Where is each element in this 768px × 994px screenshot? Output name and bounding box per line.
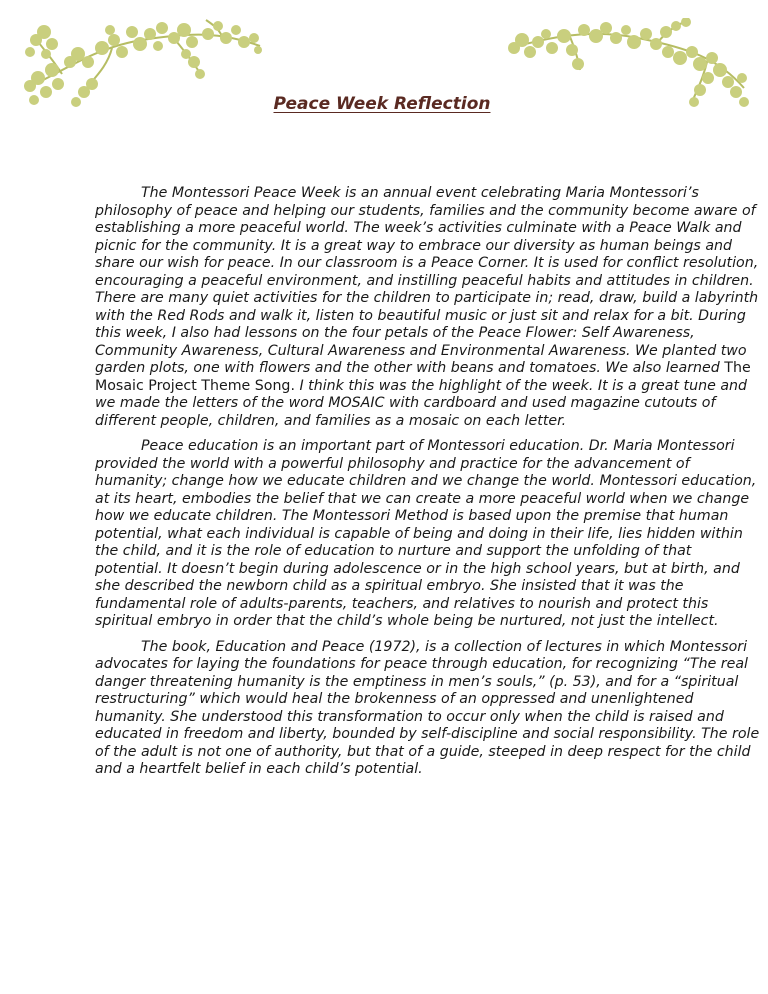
paragraph-peace-week bbox=[95, 185, 761, 430]
page-title-text: Peace Week Reflection bbox=[273, 94, 491, 114]
document-body bbox=[95, 185, 761, 818]
paragraph-peace-week-lead: The Montessori Peace Week is an annual event celebrating Maria Montessori’s philosophy of peace and helping our students, families and the community become aware of establishing a more peaceful world. The week’s activities culminate with a Peace Walk and picnic for the community. It is a great way to embrace our diversity as human beings and share our wish for peace. In our classroom is a Peace Corner. It is used for conflict resolution, encouraging a peaceful environment, and instilling peaceful habits and attitudes in children. There are many quiet activities for the children to participate in; read, draw, build a labyrinth with the Red Rods and walk it, listen to beautiful music or just sit and relax for a bit. During this week, I also had lessons on the four petals of the Peace Flower: Self Awareness, Community Awareness, Cultural Awareness and Environmental Awareness. We planted two garden plots, one with flowers and the other with beans and tomatoes. We also learned bbox=[95, 185, 759, 376]
paragraph-peace-education: Peace education is an important part of Montessori education. Dr. Maria Montessori provided the world with a powerful philosophy and practice for the advancement of humanity; change how we educate children and we change the world. Montessori education, at its heart, embodies the belief that we can create a more peaceful world when we change how we educate children. The Montessori Method is based upon the premise that human potential, what each individual is capable of being and doing in their life, lies hidden within the child, and it is the role of education to nurture and support the unfolding of that potential. It doesn’t begin during adolescence or in the high school years, but at birth, and she described the newborn child as a spiritual embryo. She insisted that it was the fundamental role of adults-parents, teachers, and relatives to nourish and protect this spiritual embryo in order that the child’s whole being be nurtured, not just the intellect. bbox=[95, 438, 757, 629]
mosaic-song-title: The Mosaic Project Theme Song. bbox=[95, 360, 751, 394]
paragraph-peace-week-tail: I think this was the highlight of the week. It is a great tune and we made the letters of the word MOSAIC with cardboard and used magazine cutouts of different people, children, and families as a mosaic on each letter. bbox=[95, 377, 748, 429]
paragraph-education-and-peace: The book, Education and Peace (1972), is a collection of lectures in which Montessori advocates for laying the foundations for peace through education, for recognizing “The real danger threatening humanity is the emptiness in men’s souls,” (p. 53), and for a “spiritual restructuring” which would heal the brokenness of an oppressed and unenlightened humanity. She understood this transformation to occur only when the child is raised and educated in freedom and liberty, bounded by self-discipline and social responsibility. The role of the adult is not one of authority, but that of a guide, steeped in deep respect for the child and a heartfelt belief in each child’s potential. bbox=[95, 638, 760, 777]
page-title bbox=[0, 94, 768, 114]
